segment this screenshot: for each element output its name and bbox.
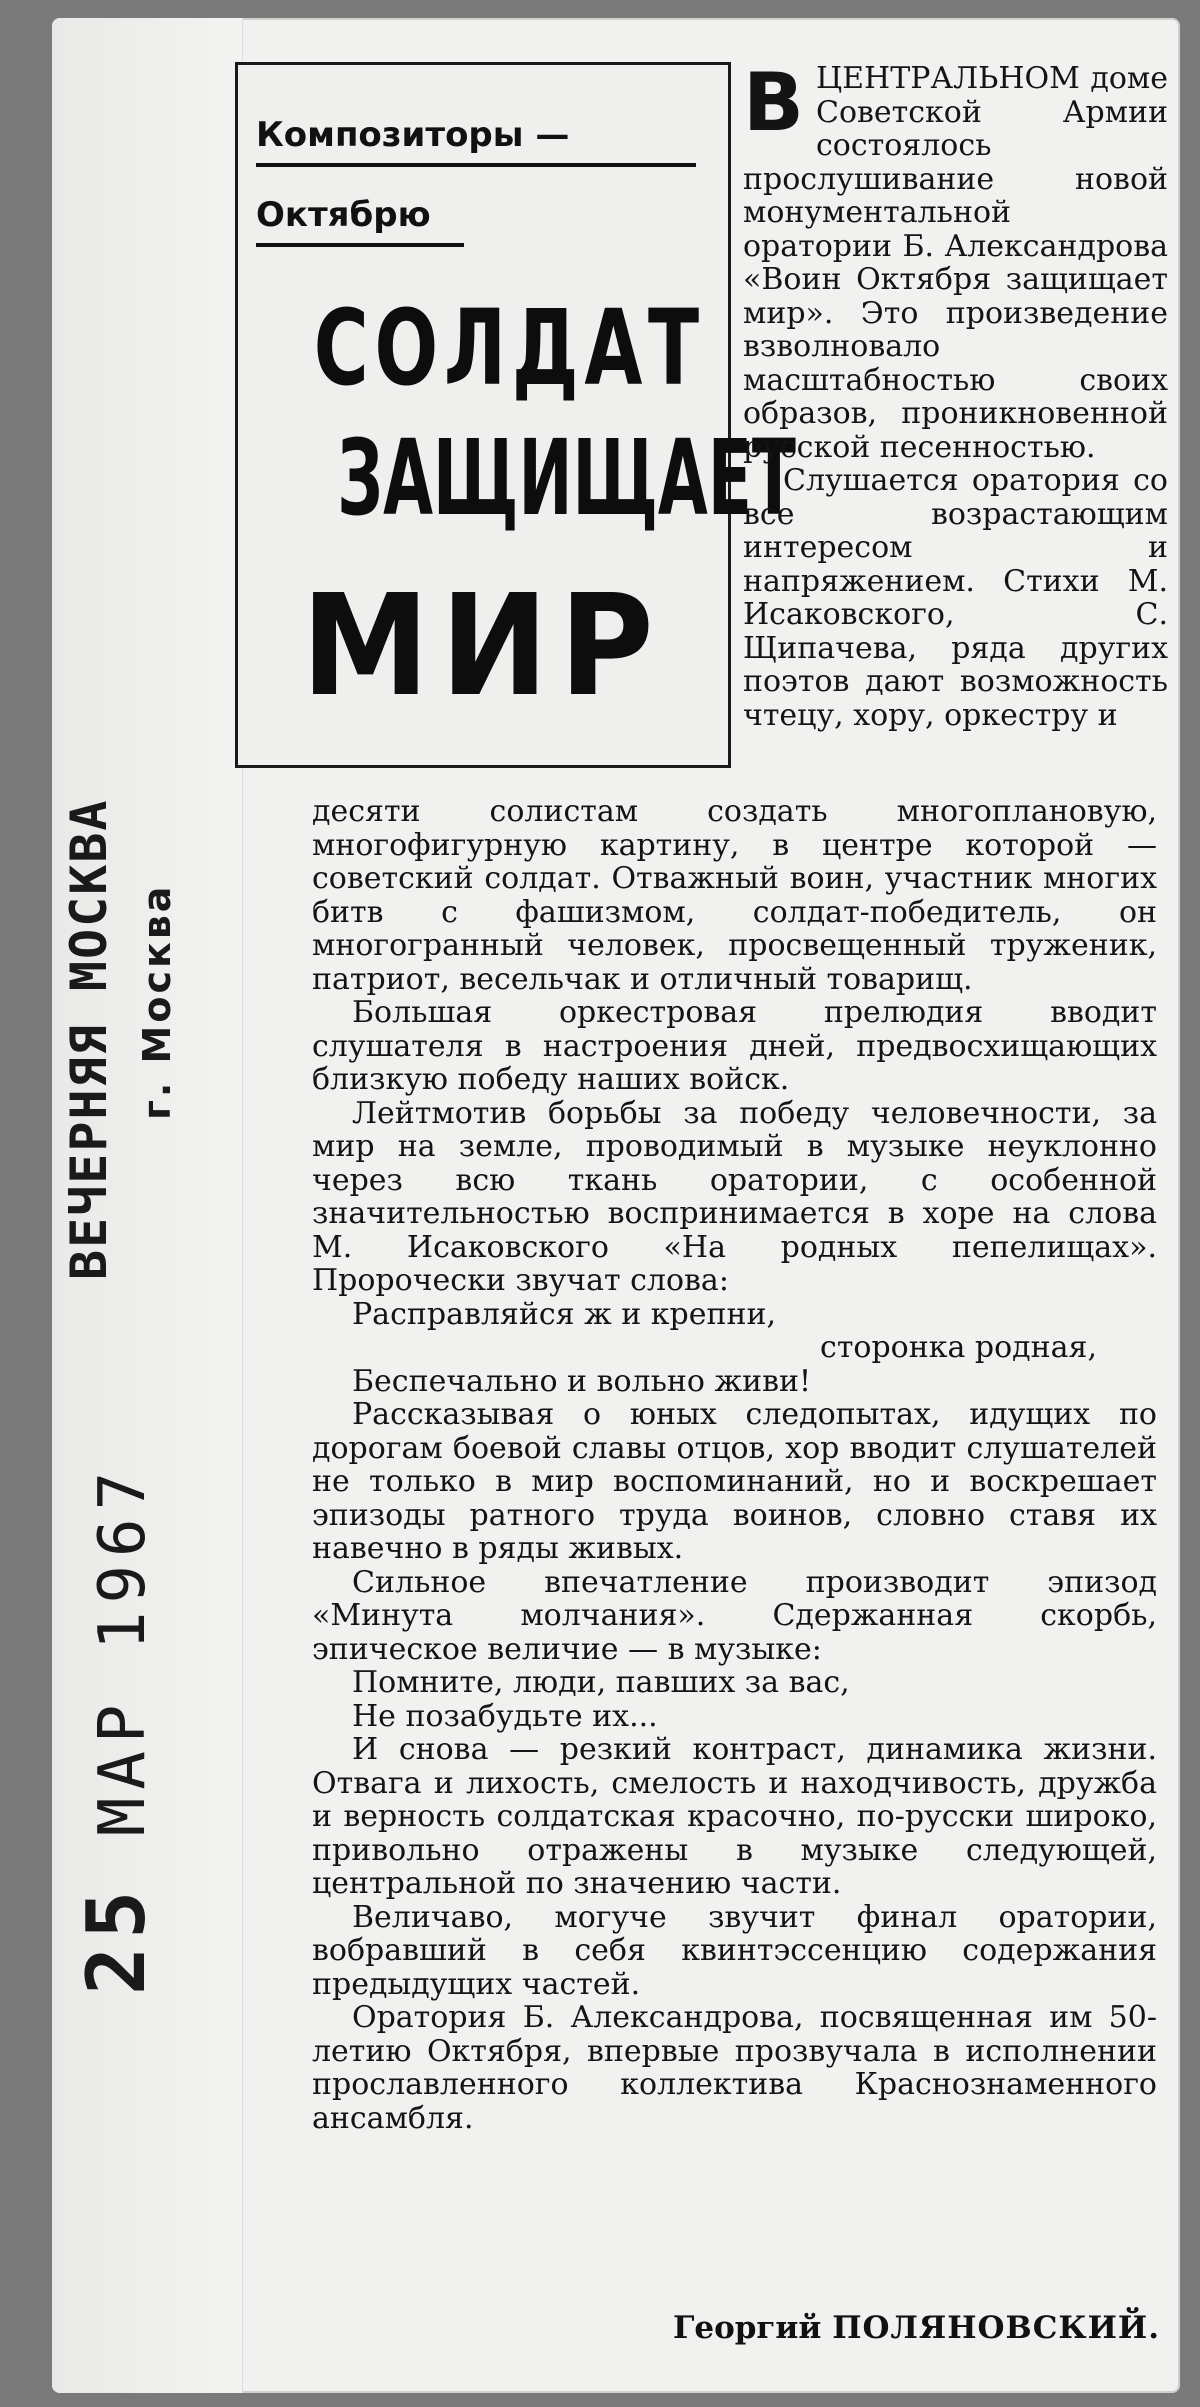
paragraph-3: Большая оркестровая прелюдия вводит слушателя в настроения дней, предвосхищающих близкую победу наших войск. [312, 995, 1157, 1097]
article-main-column [312, 795, 1157, 2135]
rubric-line-1: Композиторы — [256, 115, 570, 155]
paragraph-4: Лейтмотив борьбы за победу человечности, за мир на земле, проводимый в музыке неуклонно через всю ткань оратории, с особенной значительностью воспринимается в хоре на слова М. Исаковского «На родных пепелищах». Пророчески звучат слова: [312, 1095, 1157, 1298]
author-last-name: ПОЛЯНОВСКИЙ. [832, 2310, 1160, 2346]
verse-1-line-1: Расправляйся ж и крепни, [352, 1296, 776, 1332]
rubric-underline-1 [256, 163, 696, 167]
verse-2-line-1: Помните, люди, павших за вас, [352, 1665, 850, 1700]
intro-text: ЦЕНТРАЛЬНОМ доме Советской Армии состоялось прослушивание новой монументальной оратории Б. Александрова «Воин Октября защищает мир». Это произведение взволновало масштабностью своих образов, проникновенной русской песенностью. [743, 61, 1168, 465]
article-intro [743, 56, 1168, 465]
paragraph-7: И снова — резкий контраст, динамика жизни. Отвага и лихость, смелость и находчивость, дружба и верность солдатская красочно, по-русски широко, привольно отражены в музыке следующей, центральной по значению части. [312, 1732, 1157, 1901]
headline-title-3: МИР [301, 565, 665, 728]
newspaper-stamp: ВЕЧЕРНЯЯ МОСКВА [60, 798, 118, 1280]
rubric-underline-2 [256, 243, 464, 247]
date-day: 25 [70, 1882, 163, 1995]
paragraph-6: Сильное впечатление производит эпизод «Минута молчания». Сдержанная скорбь, эпическое величие — в музыке: [312, 1564, 1157, 1667]
headline-title-1: СОЛДАТ [313, 287, 705, 409]
paragraph-2-continued: десяти солистам создать многоплановую, многофигурную картину, в центре которой — советский солдат. Отважный воин, участник многих битв с фашизмом, солдат-победитель, он многогранный человек, просвещенный труженик, патриот, весельчак и отличный товарищ. [312, 794, 1157, 997]
paragraph-9: Оратория Б. Александрова, посвященная им 50-летию Октября, впервые прозвучала в исполнении прославленного коллектива Краснознаменного ансамбля. [312, 2000, 1157, 2136]
date-stamp [70, 1463, 163, 1995]
city-stamp: г. Москва [135, 883, 179, 1120]
verse-1-line-2: сторонка родная, [820, 1330, 1097, 1365]
drop-cap: В [743, 56, 804, 149]
verse-2-line-2: Не позабудьте их... [352, 1698, 658, 1734]
paragraph-2-start: Слушается оратория со все возрастающим интересом и напряжением. Стихи М. Исаковского, С. Щипачева, ряда других поэтов дают возможность чтецу, хору, оркестру и [743, 463, 1168, 733]
headline-title-2: ЗАЩИЩАЕТ [337, 417, 796, 539]
date-month-year: МАР 1967 [86, 1463, 160, 1837]
rubric-line-2: Октябрю [256, 195, 431, 235]
author-byline [620, 2310, 1160, 2346]
author-first-name: Георгий [672, 2310, 822, 2346]
verse-1-line-3: Беспечально и вольно живи! [352, 1363, 812, 1399]
headline-box [235, 62, 796, 768]
paragraph-5: Рассказывая о юных следопытах, идущих по дорогам боевой славы отцов, хор вводит слушателей не только в мир воспоминаний, но и воскрешает эпизоды ратного труда воинов, словно ставя их навечно в ряды живых. [312, 1397, 1157, 1566]
paragraph-8: Величаво, могуче звучит финал оратории, вобравший в себя квинтэссенцию содержания предыдущих частей. [312, 1899, 1157, 2002]
article-right-column [743, 56, 1168, 733]
